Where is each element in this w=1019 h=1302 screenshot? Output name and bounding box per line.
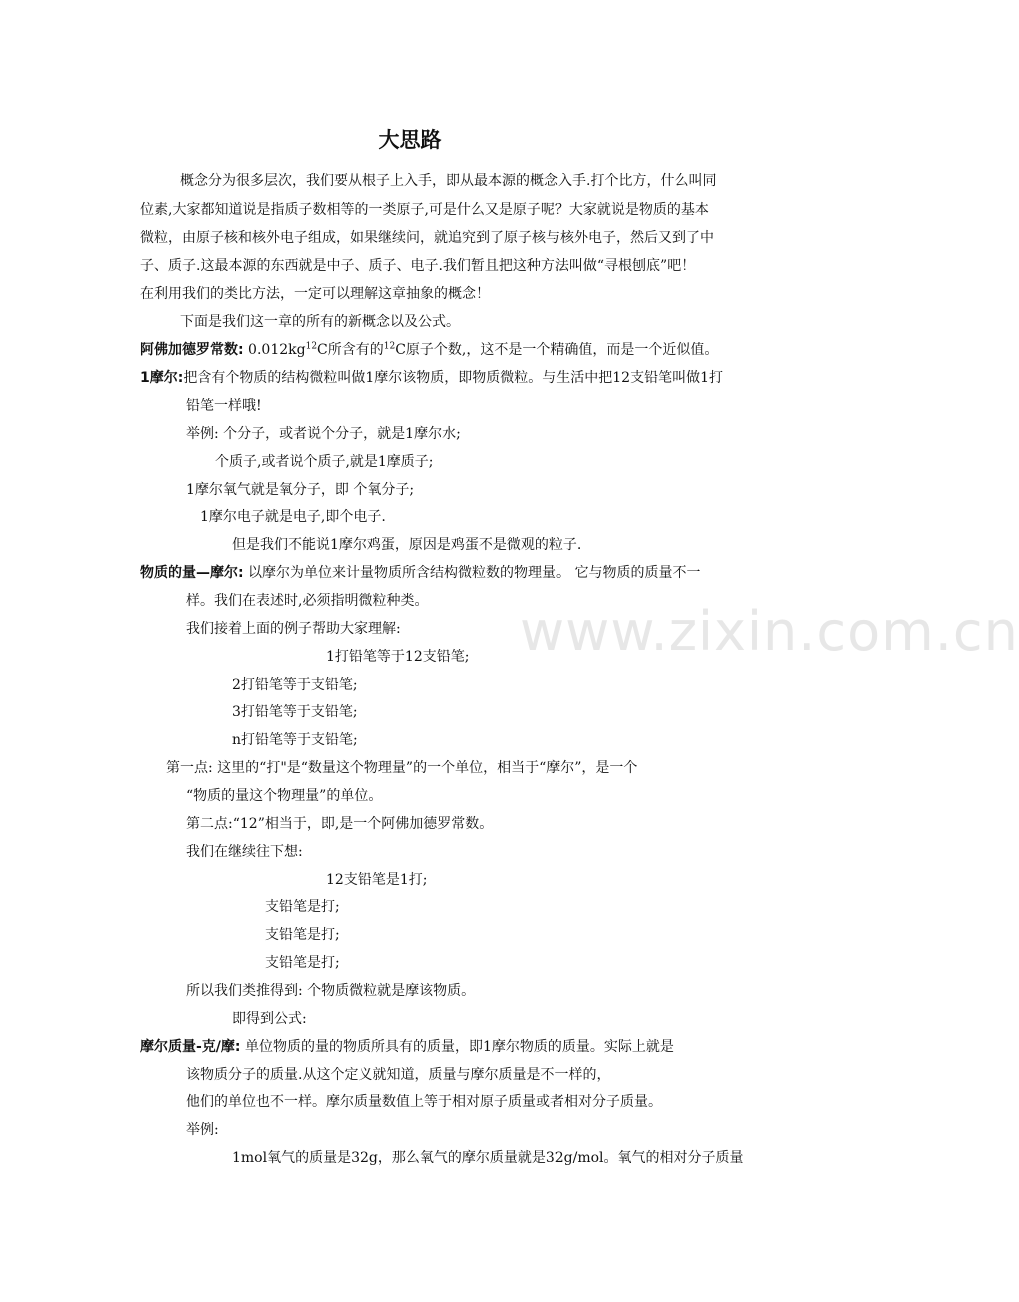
molar-mass-definition: [140, 1038, 674, 1056]
dozen-line-1: 12支铅笔是1打;: [326, 872, 428, 888]
amount-definition: [140, 564, 701, 582]
dozen-line-4: 支铅笔是打;: [265, 955, 340, 971]
amount-line-1: 以摩尔为单位来计量物质所含结构微粒数的物理量。 它与物质的质量不一: [243, 565, 701, 581]
point-one-line-2: “物质的量这个物理量”的单位。: [186, 788, 383, 804]
amount-term: 物质的量—摩尔:: [140, 565, 244, 581]
dozen-line-2: 支铅笔是打;: [265, 899, 340, 915]
mole-definition: [140, 369, 723, 387]
avogadro-text-a: 0.012kg: [243, 342, 306, 358]
continue-line: 我们在继续往下想:: [186, 844, 303, 860]
mole-line-2: 铅笔一样哦!: [186, 398, 262, 414]
mole-example-3: 1摩尔氧气就是氧分子，即 个氧分子;: [186, 482, 415, 498]
molar-mass-example-label: 举例:: [186, 1122, 219, 1138]
page-title: 大思路: [378, 128, 442, 152]
formula-line: 即得到公式:: [232, 1011, 307, 1027]
avogadro-text-b: C所含有的: [317, 342, 384, 358]
pencil-line-1: 1打铅笔等于12支铅笔;: [326, 649, 470, 665]
mole-term: 1摩尔:: [140, 370, 184, 386]
avogadro-sup-2: 12: [383, 341, 396, 352]
molar-mass-line-1: 单位物质的量的物质所具有的质量，即1摩尔物质的质量。实际上就是: [240, 1039, 674, 1055]
conclusion-line: 所以我们类推得到: 个物质微粒就是摩该物质。: [186, 983, 476, 999]
intro-line-6: 下面是我们这一章的所有的新概念以及公式。: [180, 314, 460, 330]
pencil-line-4: n打铅笔等于支铅笔;: [232, 732, 358, 748]
molar-mass-line-2: 该物质分子的质量.从这个定义就知道，质量与摩尔质量是不一样的，: [186, 1067, 611, 1083]
avogadro-definition: [140, 341, 718, 359]
mole-line-1: 把含有个物质的结构微粒叫做1摩尔该物质，即物质微粒。与生活中把12支铅笔叫做1打: [183, 370, 723, 386]
avogadro-term: 阿佛加德罗常数:: [140, 342, 244, 358]
intro-line-2: 位素,大家都知道说是指质子数相等的一类原子,可是什么又是原子呢？大家就说是物质的基本: [140, 202, 709, 218]
amount-line-3: 我们接着上面的例子帮助大家理解:: [186, 621, 401, 637]
pencil-line-3: 3打铅笔等于支铅笔;: [232, 704, 358, 720]
watermark: www.zixin.com.cn: [520, 600, 1019, 663]
intro-line-5: 在利用我们的类比方法，一定可以理解这章抽象的概念！: [140, 286, 490, 302]
mole-example-1: 举例: 个分子，或者说个分子，就是1摩尔水;: [186, 426, 461, 442]
molar-mass-term: 摩尔质量-克/摩:: [140, 1039, 241, 1055]
mole-example-4: 1摩尔电子就是电子,即个电子.: [200, 509, 386, 525]
avogadro-sup-1: 12: [305, 341, 318, 352]
intro-line-1: 概念分为很多层次，我们要从根子上入手，即从最本源的概念入手.打个比方，什么叫同: [180, 173, 717, 189]
avogadro-text-c: C原子个数,，这不是一个精确值，而是一个近似值。: [395, 342, 719, 358]
point-one-line-1: 第一点: 这里的“打"是“数量这个物理量”的一个单位，相当于“摩尔”，是一个: [166, 760, 638, 776]
point-two: 第二点:“12”相当于，即,是一个阿佛加德罗常数。: [186, 816, 494, 832]
pencil-line-2: 2打铅笔等于支铅笔;: [232, 677, 358, 693]
mole-example-2: 个质子,或者说个质子,就是1摩质子;: [215, 454, 434, 470]
intro-line-3: 微粒，由原子核和核外电子组成，如果继续问，就追究到了原子核与核外电子，然后又到了中: [140, 230, 714, 246]
mole-example-5: 但是我们不能说1摩尔鸡蛋，原因是鸡蛋不是微观的粒子.: [232, 537, 582, 553]
molar-mass-line-3: 他们的单位也不一样。摩尔质量数值上等于相对原子质量或者相对分子质量。: [186, 1094, 662, 1110]
molar-mass-example-1: 1mol氧气的质量是32g，那么氧气的摩尔质量就是32g/mol。氧气的相对分子质量: [232, 1150, 744, 1166]
intro-line-4: 子、质子.这最本源的东西就是中子、质子、电子.我们暂且把这种方法叫做“寻根刨底”吧！: [140, 258, 696, 274]
dozen-line-3: 支铅笔是打;: [265, 927, 340, 943]
amount-line-2: 样。我们在表述时,必须指明微粒种类。: [186, 593, 429, 609]
